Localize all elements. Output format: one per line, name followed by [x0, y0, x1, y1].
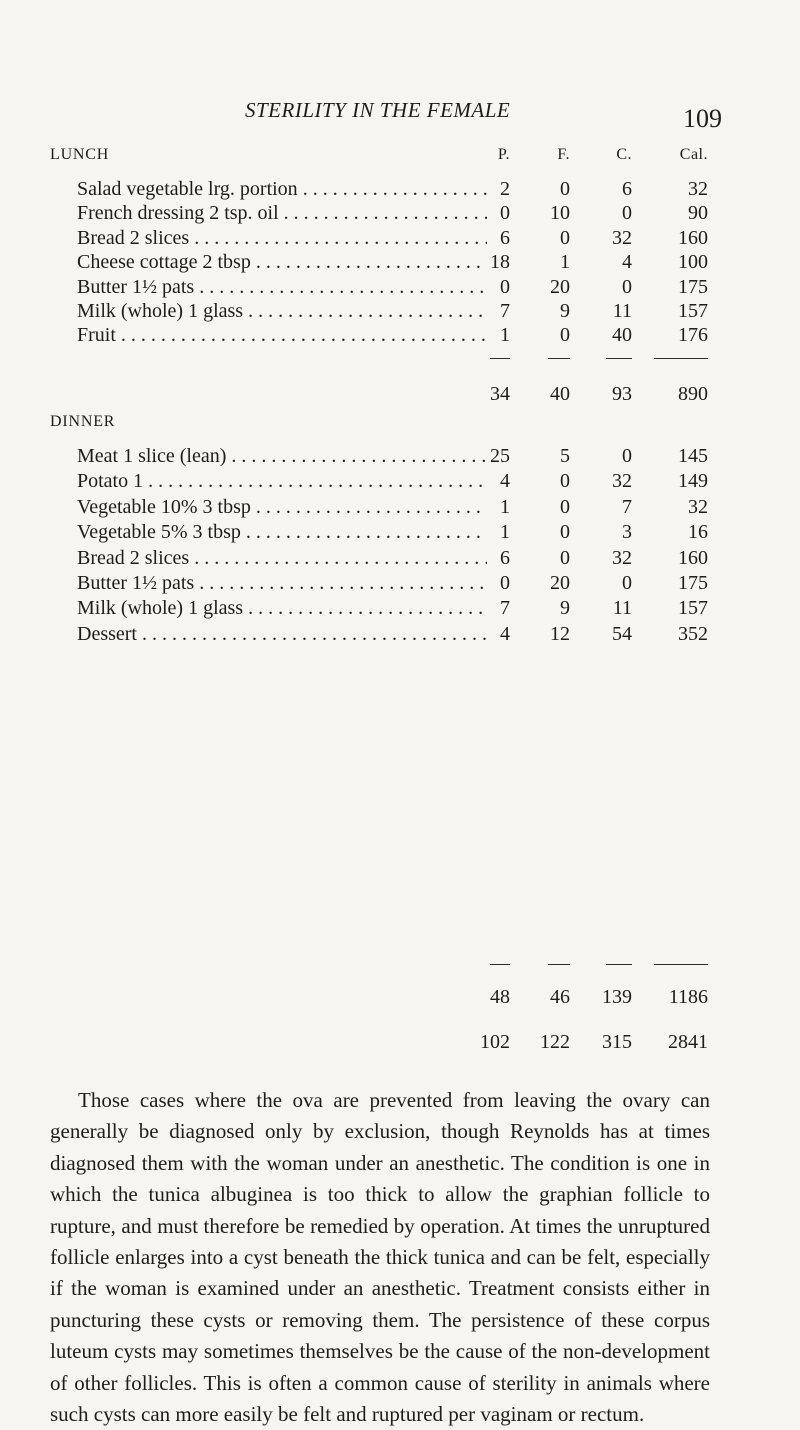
carbohydrate-value: 32: [612, 470, 632, 493]
table-row: [0, 445, 800, 471]
grand-total-value: 122: [540, 1031, 570, 1053]
food-item-label: French dressing 2 tsp. oil . . .: [77, 202, 487, 225]
calories-value: 32: [688, 178, 708, 200]
protein-value: 0: [500, 202, 510, 225]
food-item-label: Bread 2 slices . . .: [77, 227, 487, 250]
fat-value: 9: [560, 300, 570, 322]
table-row: [0, 470, 800, 496]
calories-value: 176: [678, 324, 708, 347]
fat-value: 0: [560, 178, 570, 200]
carbohydrate-value: 32: [612, 226, 632, 249]
total-value: 890: [678, 383, 708, 405]
protein-value: 1: [500, 495, 510, 518]
calories-value: 16: [688, 521, 708, 544]
table-row: [0, 597, 800, 623]
total-rule: [548, 964, 570, 965]
carbohydrate-value: 6: [622, 178, 632, 200]
food-item-label: Salad vegetable lrg. portion . . .: [77, 178, 487, 201]
calories-value: 175: [678, 572, 708, 594]
food-item-label: Butter 1½ pats . . .: [77, 276, 487, 299]
calories-value: 32: [688, 495, 708, 518]
grand-total-value: 102: [480, 1031, 510, 1053]
calories-value: 352: [678, 622, 708, 645]
carbohydrate-value: 0: [622, 572, 632, 594]
food-item-label: Vegetable 5% 3 tbsp . . .: [77, 521, 487, 544]
column-header-carbohydrate: C.: [616, 146, 632, 163]
dinner-total-row: [0, 986, 800, 1012]
total-rule: [606, 358, 632, 359]
table-row: [0, 300, 800, 326]
total-value: 93: [612, 383, 632, 405]
grand-total-value: 315: [602, 1031, 632, 1053]
carbohydrate-value: 32: [612, 546, 632, 569]
fat-value: 0: [560, 546, 570, 569]
carbohydrate-value: 0: [622, 275, 632, 298]
protein-value: 25: [490, 445, 510, 467]
total-value: 48: [490, 986, 510, 1008]
column-header-calories: Cal.: [679, 146, 708, 163]
column-header-fat: F.: [557, 146, 570, 163]
fat-value: 5: [560, 445, 570, 467]
table-row: [0, 496, 800, 522]
total-value: 139: [602, 986, 632, 1008]
food-item-label: Milk (whole) 1 glass . . .: [77, 300, 487, 323]
protein-value: 6: [500, 226, 510, 249]
table-row: [0, 251, 800, 277]
table-row: [0, 227, 800, 253]
table-row: [0, 276, 800, 302]
protein-value: 1: [500, 521, 510, 544]
fat-value: 1: [560, 251, 570, 274]
carbohydrate-value: 0: [622, 445, 632, 467]
total-value: 1186: [668, 986, 708, 1008]
total-rule: [654, 358, 708, 359]
food-item-label: Milk (whole) 1 glass . . .: [77, 597, 487, 620]
protein-value: 1: [500, 324, 510, 347]
total-rule: [490, 358, 510, 359]
carbohydrate-value: 4: [622, 251, 632, 274]
calories-value: 90: [688, 202, 708, 225]
page-number: 109: [683, 104, 722, 133]
dinner-heading: DINNER: [50, 413, 116, 430]
calories-value: 175: [678, 275, 708, 298]
fat-value: 0: [560, 521, 570, 544]
protein-value: 7: [500, 597, 510, 620]
calories-value: 160: [678, 226, 708, 249]
protein-value: 2: [500, 178, 510, 200]
fat-value: 0: [560, 495, 570, 518]
carbohydrate-value: 11: [612, 597, 632, 620]
protein-value: 6: [500, 546, 510, 569]
table-row: [0, 521, 800, 547]
total-rule: [606, 964, 632, 965]
protein-value: 0: [500, 275, 510, 298]
total-value: 40: [550, 383, 570, 405]
fat-value: 12: [550, 622, 570, 645]
body-paragraph: Those cases where the ova are prevented from leaving the ovary can generally be diagnosed only by exclusion, though Reynolds has at times diagnosed them with the woman under an anesthetic. The condition is one in which the tunica albuginea is too thick to allow the graphian follicle to rupture, and must therefore be remedied by operation. At times the unruptured follicle enlarges into a cyst beneath the thick tunica and can be felt, especially if the woman is examined under an anesthetic. Treatment consists either in puncturing these cysts or removing them. The persistence of these corpus luteum cysts may sometimes themselves be the cause of the non-development of other follicles. This is often a common cause of sterility in animals where such cysts can more easily be felt and ruptured per vaginam or rectum.: [50, 1088, 710, 1427]
carbohydrate-value: 54: [612, 622, 632, 645]
food-item-label: Cheese cottage 2 tbsp . . .: [77, 251, 487, 274]
food-item-label: Bread 2 slices . . .: [77, 547, 487, 570]
total-value: 34: [490, 383, 510, 405]
fat-value: 0: [560, 470, 570, 493]
fat-value: 9: [560, 597, 570, 620]
table-row: [0, 572, 800, 598]
fat-value: 10: [550, 202, 570, 225]
table-row: [0, 547, 800, 573]
calories-value: 145: [678, 445, 708, 467]
lunch-total-row: [0, 383, 800, 409]
table-row: [0, 178, 800, 204]
protein-value: 4: [500, 622, 510, 645]
food-item-label: Butter 1½ pats . . .: [77, 572, 487, 595]
fat-value: 20: [550, 572, 570, 594]
fat-value: 20: [550, 275, 570, 298]
protein-value: 7: [500, 300, 510, 322]
column-header-protein: P.: [497, 146, 510, 163]
running-head: STERILITY IN THE FEMALE: [245, 98, 511, 122]
protein-value: 18: [490, 251, 510, 274]
total-value: 46: [550, 986, 570, 1008]
carbohydrate-value: 3: [622, 521, 632, 544]
protein-value: 4: [500, 470, 510, 493]
food-item-label: Meat 1 slice (lean) . . .: [77, 445, 487, 468]
calories-value: 100: [678, 251, 708, 274]
food-item-label: Dessert . . .: [77, 623, 487, 646]
carbohydrate-value: 7: [622, 495, 632, 518]
calories-value: 149: [678, 470, 708, 493]
fat-value: 0: [560, 226, 570, 249]
fat-value: 0: [560, 324, 570, 347]
lunch-heading: LUNCH: [50, 146, 110, 163]
table-row: [0, 623, 800, 649]
calories-value: 157: [678, 300, 708, 322]
total-rule: [548, 358, 570, 359]
food-item-label: Fruit . . .: [77, 324, 487, 347]
food-item-label: Vegetable 10% 3 tbsp . . .: [77, 496, 487, 519]
carbohydrate-value: 40: [612, 324, 632, 347]
carbohydrate-value: 11: [612, 300, 632, 322]
calories-value: 157: [678, 597, 708, 620]
carbohydrate-value: 0: [622, 202, 632, 225]
food-item-label: Potato 1 . . .: [77, 470, 487, 493]
table-row: [0, 324, 800, 350]
total-rule: [654, 964, 708, 965]
total-rule: [490, 964, 510, 965]
table-row: [0, 202, 800, 228]
grand-total-value: 2841: [668, 1031, 708, 1053]
grand-total-row: [0, 1031, 800, 1057]
protein-value: 0: [500, 572, 510, 594]
calories-value: 160: [678, 546, 708, 569]
